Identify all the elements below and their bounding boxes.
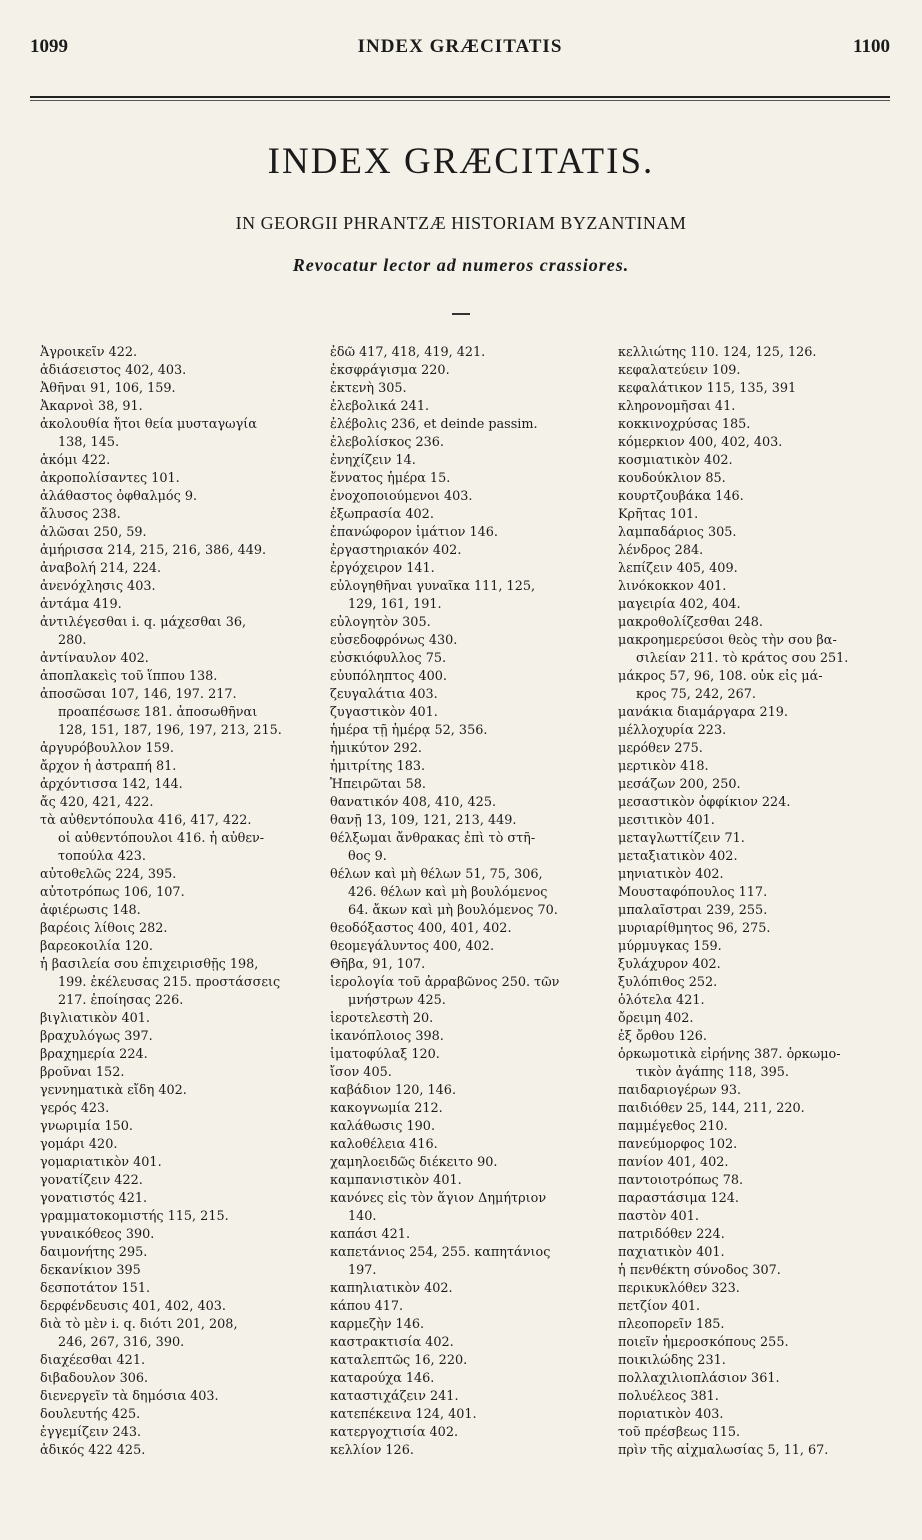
index-entry: κελλίον 126.: [330, 1443, 414, 1458]
index-entry: ἀδιάσειστος 402, 403.: [40, 363, 187, 378]
index-entry: παμμέγεθος 210.: [618, 1119, 728, 1134]
index-entry: ζευγαλάτια 403.: [330, 687, 438, 702]
index-entry: τοῦ πρέσβεως 115.: [618, 1425, 741, 1440]
index-entry: ἐπανώφορον ἱμάτιον 146.: [330, 525, 498, 540]
page-number-right: 1100: [853, 36, 890, 57]
index-entry: παντοιοτρόπως 78.: [618, 1173, 744, 1188]
index-entry: ὁρκωμοτικὰ εἰρήνης 387. ὁρκωμο-: [618, 1047, 841, 1062]
running-head: [30, 36, 890, 60]
reader-note: Revocatur lector ad numeros crassiores.: [292, 255, 630, 275]
index-entry: κανόνες εἰς τὸν ἅγιον Δημήτριον: [330, 1191, 547, 1206]
index-entry: διενεργεῖν τὰ δημόσια 403.: [40, 1389, 219, 1404]
index-entry: τὰ αὐθεντόπουλα 416, 417, 422.: [40, 813, 252, 828]
index-entry: μηνιατικὸν 402.: [618, 867, 724, 882]
index-entry: γραμματοκομιστής 115, 215.: [40, 1209, 229, 1224]
index-entry: ἐλεβολικά 241.: [330, 399, 430, 414]
index-entry: πανίον 401, 402.: [618, 1155, 729, 1170]
index-entry: πετζίον 401.: [618, 1299, 701, 1314]
index-entry: γυναικόθεος 390.: [40, 1227, 155, 1242]
page-number-left: 1099: [30, 36, 68, 57]
index-entry: ἐργόχειρον 141.: [330, 561, 435, 576]
index-entry: καπηλιατικὸν 402.: [330, 1281, 453, 1296]
index-entry: ἐλέβολις 236, et deinde passim.: [330, 417, 538, 432]
index-entry: δεκανίκιον 395: [40, 1263, 141, 1278]
index-entry: ἐκσφράγισμα 220.: [330, 363, 450, 378]
index-entry: μεταγλωττίζειν 71.: [618, 831, 745, 846]
index-entry: ὁλότελα 421.: [618, 993, 705, 1008]
index-entry: διὰ τὸ μὲν i. q. διότι 201, 208,: [40, 1317, 238, 1332]
index-entry: ἀποσῶσαι 107, 146, 197. 217.: [40, 687, 237, 702]
index-entry: γνωριμία 150.: [40, 1119, 133, 1134]
index-entry-continuation: 246, 267, 316, 390.: [58, 1335, 185, 1350]
index-entry: γονατιστός 421.: [40, 1191, 148, 1206]
index-entry: ζυγαστικὸν 401.: [330, 705, 438, 720]
index-entry: ἱερολογία τοῦ ἀρραβῶνος 250. τῶν: [330, 975, 560, 990]
index-entry-continuation: 280.: [58, 633, 87, 648]
index-entry: μέλλοχυρία 223.: [618, 723, 727, 738]
index-entry: ἔννατος ἡμέρα 15.: [330, 471, 451, 486]
index-entry: καπετάνιος 254, 255. καπητάνιος: [330, 1245, 551, 1260]
index-entry: κεφαλάτικον 115, 135, 391: [618, 381, 797, 396]
index-entry-continuation: 426. θέλων καὶ μὴ βουλόμενος: [348, 885, 548, 900]
index-entry: καταρούχα 146.: [330, 1371, 435, 1386]
index-entry: ἡ πενθέκτη σύνοδος 307.: [618, 1263, 781, 1278]
index-entry: χαμηλοειδῶς διέκειτο 90.: [330, 1155, 498, 1170]
index-entry: μυριαρίθμητος 96, 275.: [618, 921, 771, 936]
index-entry: ἄς 420, 421, 422.: [40, 795, 154, 810]
index-entry-continuation: 197.: [348, 1263, 377, 1278]
index-column-1: [40, 344, 325, 1460]
index-entry: θέλων καὶ μὴ θέλων 51, 75, 306,: [330, 867, 543, 882]
index-entry: κεφαλατεύειν 109.: [618, 363, 741, 378]
index-entry: λένδρος 284.: [618, 543, 704, 558]
index-entry: δεσποτάτον 151.: [40, 1281, 151, 1296]
index-entry: ἐξωπρασία 402.: [330, 507, 434, 522]
index-entry: παχιατικὸν 401.: [618, 1245, 725, 1260]
index-entry: μάκρος 57, 96, 108. οὐκ εἰς μά-: [618, 669, 823, 684]
index-entry: γομάρι 420.: [40, 1137, 118, 1152]
index-column-2: [330, 344, 608, 1460]
index-title: INDEX GRÆCITATIS.: [267, 141, 655, 182]
index-entry: βραχυλόγως 397.: [40, 1029, 153, 1044]
index-entry: Ἀκαρνοὶ 38, 91.: [40, 399, 143, 414]
index-entry-continuation: τοπούλα 423.: [58, 849, 146, 864]
index-entry: γομαριατικὸν 401.: [40, 1155, 162, 1170]
index-entry: βαρεοκοιλία 120.: [40, 939, 153, 954]
index-entry: ἱεροτελεστὴ 20.: [330, 1011, 434, 1026]
index-entry: ἱματοφύλαξ 120.: [330, 1047, 440, 1062]
index-entry: Ἀθῆναι 91, 106, 159.: [40, 381, 176, 396]
index-entry: πρὶν τῆς αἰχμαλωσίας 5, 11, 67.: [618, 1443, 829, 1458]
index-entry: ἡμέρα τῇ ἡμέρᾳ 52, 356.: [330, 723, 488, 738]
index-entry: καταλεπτῶς 16, 220.: [330, 1353, 468, 1368]
index-entry: ἄλυσος 238.: [40, 507, 121, 522]
index-entry: μπαλαῖστραι 239, 255.: [618, 903, 768, 918]
index-entry: πολλαχιλιοπλάσιον 361.: [618, 1371, 780, 1386]
index-entry: πλεοπορεῖν 185.: [618, 1317, 725, 1332]
index-entry: καταστιχάζειν 241.: [330, 1389, 459, 1404]
index-entry: γονατίζειν 422.: [40, 1173, 143, 1188]
index-entry: κοσμιατικὸν 402.: [618, 453, 733, 468]
index-entry: βραχημερία 224.: [40, 1047, 148, 1062]
index-entry: ἀκόμι 422.: [40, 453, 111, 468]
index-column-3: [618, 344, 913, 1460]
index-entry: καρμεζὴν 146.: [330, 1317, 425, 1332]
index-entry: λεπίζειν 405, 409.: [618, 561, 738, 576]
index-entry-continuation: θος 9.: [348, 849, 387, 864]
index-entry: Ἀγροικεῖν 422.: [40, 345, 138, 360]
index-entry: ἀποπλακεὶς τοῦ ἵππου 138.: [40, 669, 218, 684]
index-entry: ἐκτενὴ 305.: [330, 381, 407, 396]
index-entry: δουλευτής 425.: [40, 1407, 141, 1422]
index-entry: ἐλεβολίσκος 236.: [330, 435, 445, 450]
index-entry: ἀρχόντισσα 142, 144.: [40, 777, 183, 792]
index-entry-continuation: προαπέσωσε 181. ἀποσωθῆναι: [58, 705, 258, 720]
index-entry: παιδαριογέρων 93.: [618, 1083, 742, 1098]
index-entry: Μουσταφόπουλος 117.: [618, 885, 768, 900]
index-entry: ἡμιτρίτης 183.: [330, 759, 426, 774]
index-entry: δερφένδευσις 401, 402, 403.: [40, 1299, 226, 1314]
index-entry: ἀνενόχλησις 403.: [40, 579, 156, 594]
index-entry: ξυλόπιθος 252.: [618, 975, 718, 990]
index-entry-continuation: 64. ἄκων καὶ μὴ βουλόμενος 70.: [348, 903, 558, 918]
index-entry: θεοδόξαστος 400, 401, 402.: [330, 921, 512, 936]
index-entry: Ἠπειρῶται 58.: [330, 777, 426, 792]
index-entry: κελλιώτης 110. 124, 125, 126.: [618, 345, 817, 360]
index-entry: ἡ βασιλεία σου ἐπιχειρισθῇς 198,: [40, 957, 259, 972]
index-entry-continuation: 140.: [348, 1209, 377, 1224]
index-entry: παιδιόθεν 25, 144, 211, 220.: [618, 1101, 805, 1116]
index-entry: Κρῆτας 101.: [618, 507, 699, 522]
index-entry: θανῇ 13, 109, 121, 213, 449.: [330, 813, 517, 828]
index-entry: γερός 423.: [40, 1101, 110, 1116]
index-entry: εὐσκιόφυλλος 75.: [330, 651, 447, 666]
index-entry: ἄρχον ἡ ἀστραπή 81.: [40, 759, 177, 774]
index-entry: μαγειρία 402, 404.: [618, 597, 741, 612]
index-entry-continuation: μνήστρων 425.: [348, 993, 446, 1008]
index-entry: ἰκανόπλοιος 398.: [330, 1029, 444, 1044]
index-entry: βροῦναι 152.: [40, 1065, 125, 1080]
section-divider: [452, 313, 470, 315]
index-entry: διαχέεσθαι 421.: [40, 1353, 146, 1368]
index-entry: αὐτοθελῶς 224, 395.: [40, 867, 177, 882]
index-entry: εὐσεδοφρόνως 430.: [330, 633, 458, 648]
index-entry-continuation: 128, 151, 187, 196, 197, 213, 215.: [58, 723, 282, 738]
index-entry: ἀναβολή 214, 224.: [40, 561, 162, 576]
index-entry: δαιμονήτης 295.: [40, 1245, 148, 1260]
index-entry: μανάκια διαμάργαρα 219.: [618, 705, 788, 720]
index-entry: ποριατικὸν 403.: [618, 1407, 724, 1422]
index-entry: ἡμικύτον 292.: [330, 741, 422, 756]
index-entry: ἐξ ὄρθου 126.: [618, 1029, 707, 1044]
index-entry: εὐυπόληπτος 400.: [330, 669, 448, 684]
index-entry: λινόκοκκον 401.: [618, 579, 727, 594]
index-entry: μύρμυγκας 159.: [618, 939, 722, 954]
index-entry: πολυέλεος 381.: [618, 1389, 719, 1404]
index-entry: καλοθέλεια 416.: [330, 1137, 438, 1152]
index-entry: μακροθολίζεσθαι 248.: [618, 615, 763, 630]
index-entry: ἐργαστηριακόν 402.: [330, 543, 462, 558]
index-entry: κουρτζουβάκα 146.: [618, 489, 744, 504]
index-entry-continuation: 217. ἐποίησας 226.: [58, 993, 184, 1008]
index-entry-continuation: 138, 145.: [58, 435, 120, 450]
index-entry-continuation: σιλείαν 211. τὸ κράτος σου 251.: [636, 651, 849, 666]
index-entry: Θῆβα, 91, 107.: [330, 957, 426, 972]
index-entry-continuation: τικὸν ἀγάπης 118, 395.: [636, 1065, 789, 1080]
index-entry-continuation: κρος 75, 242, 267.: [636, 687, 756, 702]
index-entry: ἀντίναυλον 402.: [40, 651, 149, 666]
running-title: INDEX GRÆCITATIS: [357, 36, 563, 57]
index-entry: ἀντιλέγεσθαι i. q. μάχεσθαι 36,: [40, 615, 247, 630]
index-entry: ἀμήρισσα 214, 215, 216, 386, 449.: [40, 543, 267, 558]
index-entry-continuation: οἱ αὐθεντόπουλοι 416. ἡ αὐθεν-: [58, 831, 265, 846]
index-entry: καστρακτισία 402.: [330, 1335, 454, 1350]
index-entry: γεννηματικὰ εἴδη 402.: [40, 1083, 187, 1098]
index-entry: ἀργυρόβουλλον 159.: [40, 741, 174, 756]
index-entry: θεομεγάλυντος 400, 402.: [330, 939, 495, 954]
index-entry: θέλξωμαι ἄνθρακας ἐπὶ τὸ στῆ-: [330, 831, 536, 846]
index-entry: κουδούκλιον 85.: [618, 471, 726, 486]
index-entry: παστὸν 401.: [618, 1209, 699, 1224]
index-entry: λαμπαδάριος 305.: [618, 525, 737, 540]
index-entry: μεταξιατικὸν 402.: [618, 849, 738, 864]
index-entry: ἐγγεμίζειν 243.: [40, 1425, 142, 1440]
index-entry: καπάσι 421.: [330, 1227, 411, 1242]
index-entry: ἀκροπολίσαντες 101.: [40, 471, 180, 486]
index-entry: καλάθωσις 190.: [330, 1119, 436, 1134]
index-entry: μεσιτικὸν 401.: [618, 813, 715, 828]
index-entry-continuation: 129, 161, 191.: [348, 597, 442, 612]
index-entry: καμπανιστικὸν 401.: [330, 1173, 462, 1188]
index-entry: κατεργοχτισία 402.: [330, 1425, 459, 1440]
index-entry: εὐλογητὸν 305.: [330, 615, 431, 630]
index-entry: ἀκολουθία ἤτοι θεία μυσταγωγία: [40, 417, 257, 432]
index-entry: κόμερκιον 400, 402, 403.: [618, 435, 783, 450]
index-entry: βιγλιατικὸν 401.: [40, 1011, 150, 1026]
index-entry: καβάδιον 120, 146.: [330, 1083, 457, 1098]
index-entry: μερόθεν 275.: [618, 741, 703, 756]
index-entry: θανατικόν 408, 410, 425.: [330, 795, 497, 810]
index-entry: παραστάσιμα 124.: [618, 1191, 739, 1206]
index-entry: ἁλῶσαι 250, 59.: [40, 525, 147, 540]
index-entry: βαρέοις λίθοις 282.: [40, 921, 168, 936]
index-entry: πατριδόθεν 224.: [618, 1227, 725, 1242]
index-entry: πανεύμορφος 102.: [618, 1137, 738, 1152]
index-entry: ἐδῶ 417, 418, 419, 421.: [330, 345, 486, 360]
index-entry: ἀφιέρωσις 148.: [40, 903, 141, 918]
index-entry: αὐτοτρόπως 106, 107.: [40, 885, 185, 900]
index-entry: μεσαστικὸν ὀφφίκιον 224.: [618, 795, 791, 810]
index-entry: ἀδικός 422 425.: [40, 1443, 146, 1458]
index-entry: κακογνωμία 212.: [330, 1101, 443, 1116]
index-entry: μεσάζων 200, 250.: [618, 777, 741, 792]
index-entry: ἀντάμα 419.: [40, 597, 122, 612]
index-entry: κάπου 417.: [330, 1299, 404, 1314]
index-entry: κατεπέκεινα 124, 401.: [330, 1407, 477, 1422]
index-entry: ἴσον 405.: [330, 1065, 392, 1080]
index-entry: ποιεῖν ἡμεροσκόπους 255.: [618, 1335, 789, 1350]
index-entry: διβαδουλον 306.: [40, 1371, 149, 1386]
index-entry: μερτικὸν 418.: [618, 759, 709, 774]
index-entry: ἐνοχοποιούμενοι 403.: [330, 489, 473, 504]
index-entry: ποικιλώδης 231.: [618, 1353, 726, 1368]
index-entry: κληρονομῆσαι 41.: [618, 399, 736, 414]
index-subtitle: IN GEORGII PHRANTZÆ HISTORIAM BYZANTINAM: [235, 213, 687, 233]
index-entry: μακροημερεύσοι θεὸς τὴν σου βα-: [618, 633, 837, 648]
index-entry: ξυλάχυρον 402.: [618, 957, 721, 972]
index-entry: εὐλογηθῆναι γυναῖκα 111, 125,: [330, 579, 536, 594]
index-entry: κοκκινοχρύσας 185.: [618, 417, 751, 432]
index-entry-continuation: 199. ἐκέλευσας 215. προστάσσεις: [58, 975, 281, 990]
index-entry: ἀλάθαστος ὀφθαλμός 9.: [40, 489, 198, 504]
index-entry: ὄρειμη 402.: [618, 1011, 694, 1026]
index-entry: ἐνηχίζειν 14.: [330, 453, 416, 468]
header-rule: [30, 96, 890, 101]
index-entry: περικυκλόθεν 323.: [618, 1281, 740, 1296]
